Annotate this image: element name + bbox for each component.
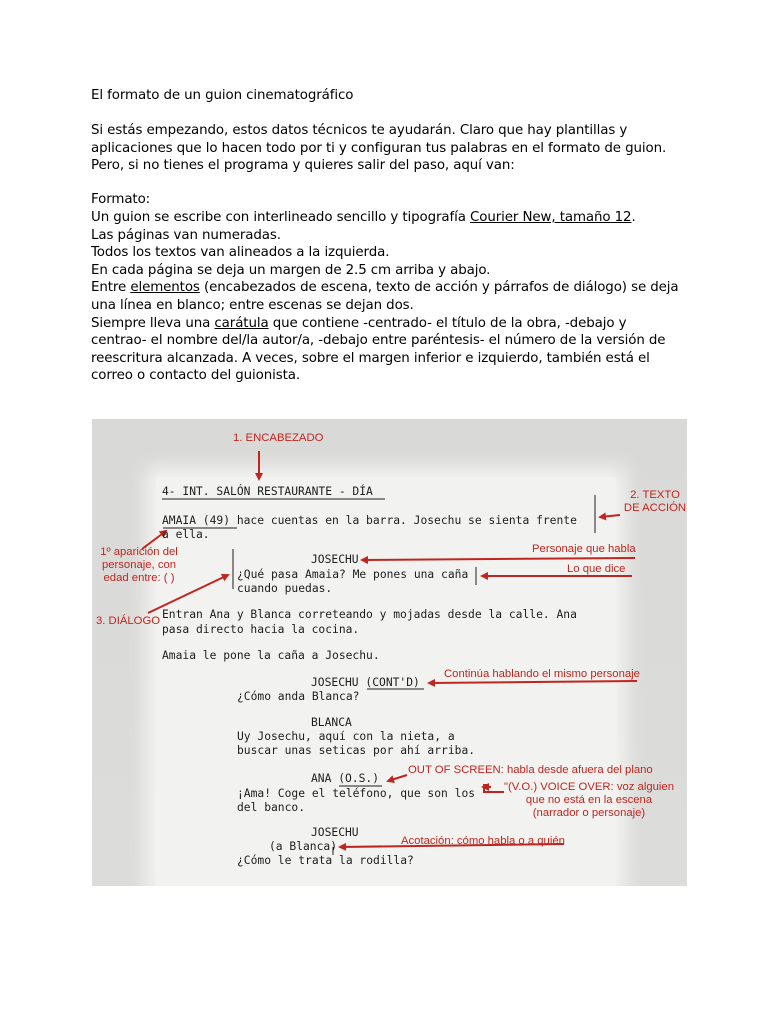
courier-link[interactable]: Courier New, tamaño 12 <box>470 210 632 225</box>
formato-line <box>91 279 691 297</box>
formato-line: centrao- el nombre del/la autor/a, -debajo entre paréntesis- el número de la versión de <box>91 333 666 349</box>
intro-line: Pero, si no tienes el programa y quieres salir del paso, aquí van: <box>91 158 515 174</box>
formato-text: . <box>631 210 636 225</box>
intro-line: Si estás empezando, estos datos técnicos te ayudarán. Claro que hay plantillas y <box>91 123 628 138</box>
character-name: JOSECHU <box>311 826 359 839</box>
dialogue-line: ¿Cómo le trata la rodilla? <box>237 854 414 867</box>
action-line: a ella. <box>162 528 210 541</box>
formato-heading: Formato: <box>91 192 151 207</box>
action-line: Entran Ana y Blanca correteando y mojadas desde la calle. Ana <box>162 608 577 621</box>
character-name: JOSECHU <box>311 553 359 566</box>
character-label: ANA <box>311 772 339 785</box>
formato-text: Un guion se escribe con interlineado sencillo y tipografía <box>91 210 471 225</box>
intro-paragraph <box>91 122 691 175</box>
formato-line <box>91 315 691 333</box>
formato-line <box>91 209 691 227</box>
action-text: hace cuentas en la barra. Josechu se sienta frente <box>230 514 577 527</box>
formato-text: (encabezados de escena, texto de acción y párrafos de diálogo) se deja <box>199 280 679 296</box>
annotation-line: "(V.O.) VOICE OVER: voz alguien <box>504 781 674 793</box>
screenplay-figure <box>92 419 687 886</box>
annotation-continua: Continúa hablando el mismo personaje <box>444 668 640 680</box>
annotation-voice-over <box>501 781 677 820</box>
annotation-lo-que-dice: Lo que dice <box>567 563 626 575</box>
formato-text: Siempre lleva una <box>91 315 215 331</box>
action-line <box>162 514 577 527</box>
annotation-line: que no está en la escena <box>525 794 653 806</box>
formato-line: correo o contacto del guionista. <box>91 368 301 384</box>
annotation-line: DE ACCIÓN <box>623 502 687 514</box>
formato-body <box>91 209 691 385</box>
action-line: Amaia le pone la caña a Josechu. <box>162 649 380 662</box>
parenthetical: (a Blanca) <box>269 840 338 853</box>
scene-heading: 4- INT. SALÓN RESTAURANTE - DÍA <box>162 485 373 498</box>
annotation-line: edad entre: ( ) <box>103 572 175 584</box>
annotation-primera-aparicion <box>96 546 182 585</box>
annotation-line: 2. TEXTO <box>630 489 680 501</box>
character-label: JOSECHU <box>311 676 366 689</box>
extension-contd: (CONT'D) <box>365 676 420 689</box>
intro-line: aplicaciones que lo hacen todo por ti y configuran tus palabras en el formato de guion. <box>91 140 667 156</box>
annotation-encabezado: 1. ENCABEZADO <box>233 432 324 444</box>
formato-line: una línea en blanco; entre escenas se dejan dos. <box>91 297 414 313</box>
formato-line: Todos los textos van alineados a la izquierda. <box>91 245 390 261</box>
annotation-line: 1º aparición del <box>100 546 178 558</box>
dialogue-line: ¡Ama! Coge el teléfono, que son los <box>237 787 476 800</box>
annotation-line: personaje, con <box>101 559 177 571</box>
character-name <box>311 772 379 785</box>
formato-line: Las páginas van numeradas. <box>91 227 281 243</box>
character-intro: AMAIA (49) <box>162 514 231 527</box>
character-name: BLANCA <box>311 716 352 729</box>
annotation-personaje-habla: Personaje que habla <box>532 543 636 555</box>
dialogue-line: buscar unas seticas por ahí arriba. <box>237 744 476 757</box>
dialogue-line: ¿Qué pasa Amaia? Me pones una caña <box>237 568 469 581</box>
dialogue-line: del banco. <box>237 801 306 814</box>
formato-line: reescritura alcanzada. A veces, sobre el margen inferior e izquierdo, también está el <box>91 350 650 366</box>
document-title: El formato de un guion cinematográfico <box>91 88 354 103</box>
annotation-texto-accion <box>620 489 687 515</box>
extension-os: (O.S.) <box>338 772 380 785</box>
annotation-out-of-screen: OUT OF SCREEN: habla desde afuera del plano <box>408 764 653 776</box>
character-name <box>311 676 420 689</box>
formato-line: En cada página se deja un margen de 2.5 cm arriba y abajo. <box>91 262 491 278</box>
dialogue-line: ¿Cómo anda Blanca? <box>237 690 360 703</box>
formato-text: que contiene -centrado- el título de la obra, -debajo y <box>268 315 627 331</box>
annotation-dialogo: 3. DIÁLOGO <box>96 615 161 627</box>
caratula-link[interactable]: carátula <box>214 315 269 331</box>
dialogue-line: cuando puedas. <box>237 582 333 595</box>
annotation-line: (narrador o personaje) <box>532 807 646 819</box>
annotation-acotacion: Acotación: cómo habla o a quién <box>401 835 565 847</box>
dialogue-line: Uy Josechu, aquí con la nieta, a <box>237 730 455 743</box>
elementos-link[interactable]: elementos <box>130 280 200 296</box>
formato-text: Entre <box>91 280 131 296</box>
action-line: pasa directo hacia la cocina. <box>162 623 360 636</box>
